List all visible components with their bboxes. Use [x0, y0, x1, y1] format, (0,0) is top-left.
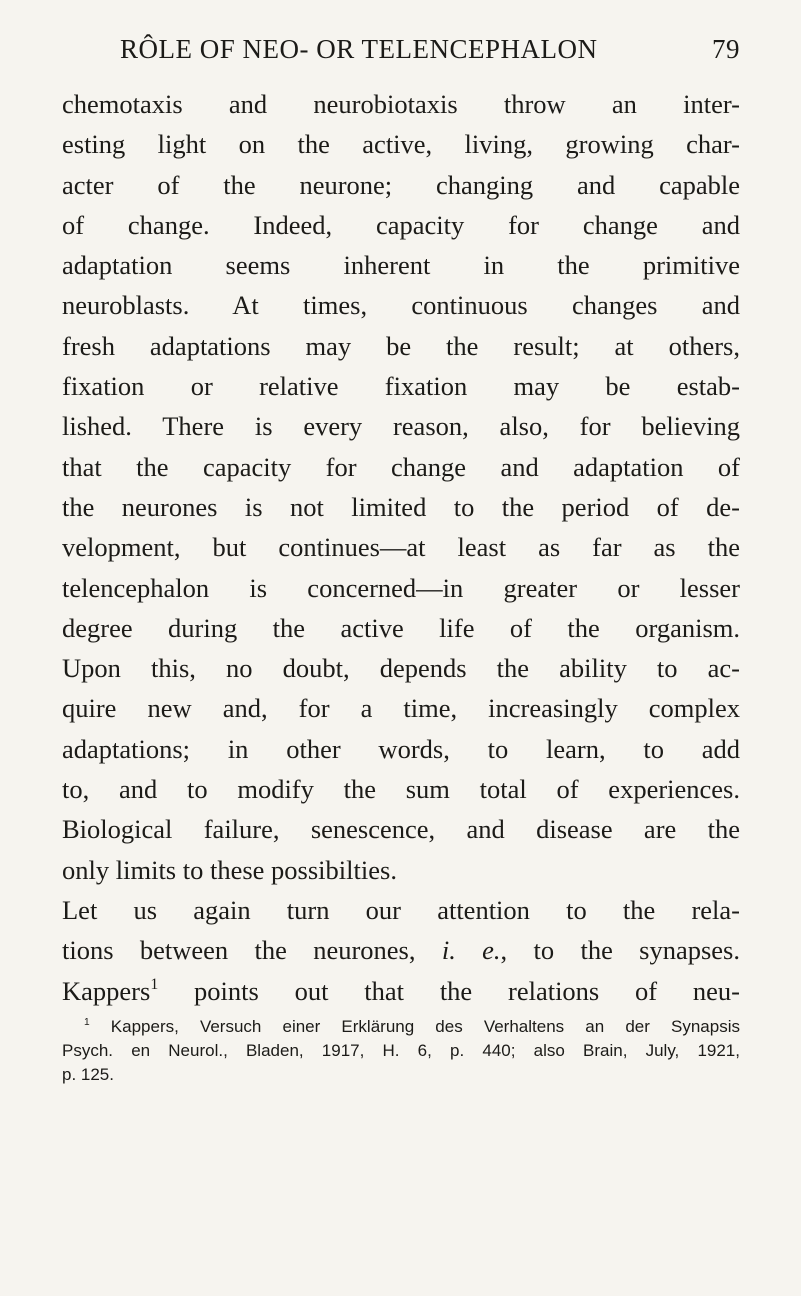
text-line: acter of the neurone; changing and capable — [62, 169, 740, 200]
text-line: lished. There is every reason, also, for believing — [62, 411, 740, 442]
text-line: Let us again turn our attention to the rela- — [62, 894, 740, 925]
author-name: Kappers — [62, 975, 151, 1006]
text-line: the neurones is not limited to the period of de- — [62, 491, 740, 522]
page-number: 79 — [712, 34, 740, 64]
text-line: only limits to these possibilties. — [62, 854, 397, 885]
running-head — [62, 34, 740, 70]
text-line: chemotaxis and neurobiotaxis throw an inter- — [62, 89, 740, 119]
text-line: esting light on the active, living, growing char- — [62, 129, 740, 160]
footnotes — [62, 1015, 740, 1087]
text-segment: , to the synapses. — [500, 935, 740, 966]
footnote-reference: 1 — [150, 975, 159, 993]
italic-abbreviation: i. e. — [441, 935, 501, 966]
text-line — [62, 971, 740, 1011]
text-line: neuroblasts. At times, continuous changes and — [62, 290, 740, 321]
text-line: adaptations; in other words, to learn, to add — [62, 733, 740, 764]
text-line: quire new and, for a time, increasingly complex — [62, 693, 740, 724]
text-line: to, and to modify the sum total of experiences. — [62, 774, 740, 805]
footnote-text: Kappers, Versuch einer Erklärung des Verhaltens an der Synapsis — [89, 1017, 740, 1036]
text-segment: points out that the relations of neu- — [158, 975, 740, 1006]
text-line: velopment, but continues—at least as far as the — [62, 532, 740, 563]
text-line: telencephalon is concerned—in greater or lesser — [62, 572, 740, 603]
text-line — [62, 930, 740, 970]
footnote-marker: 1 — [84, 1016, 90, 1028]
body-text — [62, 84, 740, 1011]
text-line: that the capacity for change and adaptation of — [62, 451, 740, 482]
footnote-line — [62, 1015, 740, 1039]
running-title: RÔLE OF NEO- OR TELENCEPHALON — [120, 34, 598, 64]
text-line: Biological failure, senescence, and disease are the — [62, 814, 740, 845]
text-segment: tions between the neurones, — [62, 935, 442, 966]
footnote-line: Psych. en Neurol., Bladen, 1917, H. 6, p. 440; also Brain, July, 1921, — [62, 1041, 740, 1060]
text-line: fresh adaptations may be the result; at others, — [62, 330, 740, 361]
text-line: degree during the active life of the organism. — [62, 612, 740, 643]
text-line: fixation or relative fixation may be estab- — [62, 371, 740, 402]
text-line: of change. Indeed, capacity for change and — [62, 209, 740, 240]
text-line: adaptation seems inherent in the primitive — [62, 250, 740, 281]
text-line: Upon this, no doubt, depends the ability to ac- — [62, 653, 740, 684]
footnote-line: p. 125. — [62, 1065, 114, 1084]
